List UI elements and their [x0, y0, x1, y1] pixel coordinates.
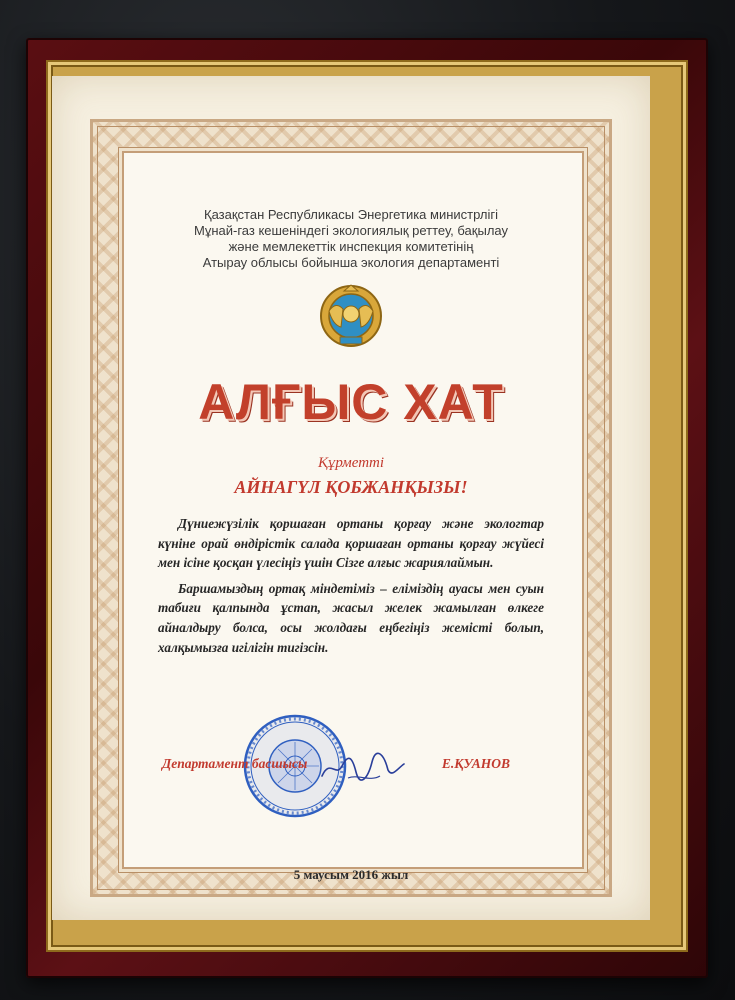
- certificate-paper: [52, 76, 650, 920]
- state-emblem-icon: [316, 281, 386, 351]
- issuer-line: және мемлекеттік инспекция комитетінің: [228, 239, 474, 254]
- salutation: Құрметті: [317, 455, 385, 471]
- issuer-line: Қазақстан Республикасы Энергетика министрлігі: [204, 207, 498, 222]
- signatory-position: Департамент басшысы: [162, 756, 308, 771]
- handwritten-signature: [318, 748, 408, 788]
- certificate-title: АЛҒЫС ХАТ: [198, 374, 504, 430]
- issue-date: 5 маусым 2016 жыл: [293, 867, 409, 882]
- issuer-line: Атырау облысы бойынша экология департаменті: [202, 255, 500, 270]
- body-paragraph: Баршамыздың ортақ міндетіміз – еліміздің ауасы мен суын табиғи қалпында ұстап, жасыл желек жамылған өлкеге айналдыру болса, осы жолдағы еңбегіңіз жемісті болып, халқымызға игілігін тигізсін.: [158, 580, 544, 655]
- certificate-body: [158, 514, 544, 657]
- body-paragraph: Дүниежүзілік қоршаған ортаны қорғау және экологтар күніне орай өндірістік салада қоршаған ортаны қорғау жүйесі мен ісіне қосқан үлесіңіз үшін Сізге алғыс жариялаймын.: [158, 516, 544, 571]
- issuer-line: Мұнай-газ кешеніндегі экологиялық реттеу, бақылау: [194, 223, 508, 238]
- certificate-content: [122, 151, 580, 882]
- signatory-name: Е.ҚУАНОВ: [441, 756, 510, 771]
- recipient-name: АЙНАГҮЛ ҚОБЖАНҚЫЗЫ!: [234, 477, 468, 497]
- issuer-header: [122, 207, 580, 271]
